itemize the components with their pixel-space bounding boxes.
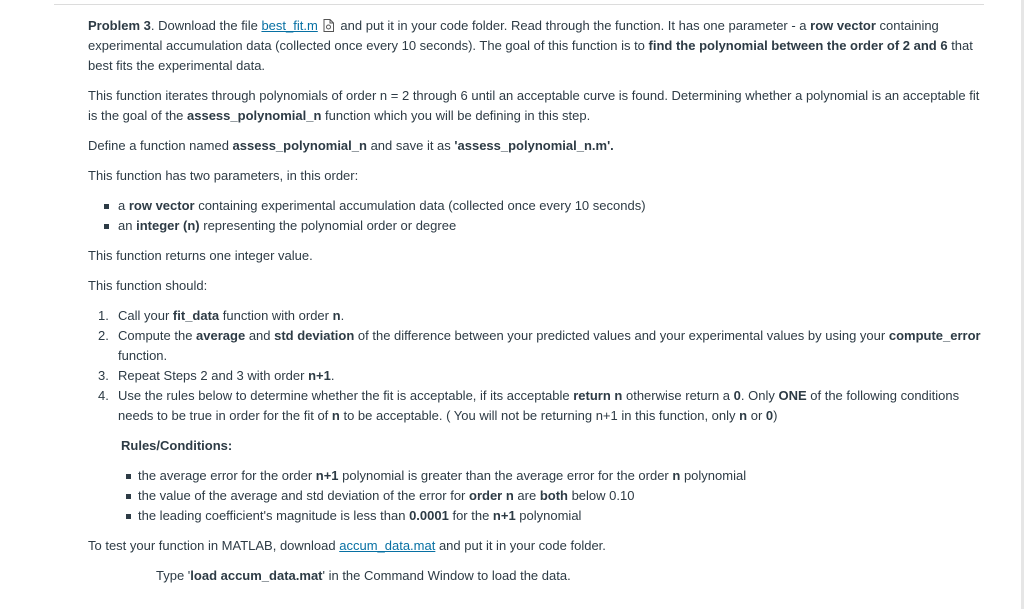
accum-data-file-link[interactable]: accum_data.mat: [339, 538, 436, 553]
test-instructions: To test your function in MATLAB, download accum_data.mat and put it in your code folder.: [88, 538, 606, 553]
list-item: the value of the average and std deviation of the error for order n are both below 0.10: [132, 486, 988, 506]
best-fit-file-link[interactable]: best_fit.m: [261, 18, 318, 33]
step-item: 3. Repeat Steps 2 and 3 with order n+1.: [98, 368, 335, 383]
define-function-paragraph: Define a function named assess_polynomial_n and save it as 'assess_polynomial_n.m'.: [88, 138, 614, 153]
problem-intro: Problem 3. Download the file best_fit.m and put it in your code folder. Read through the function. It has one parameter - a row vector containing experimental accumulation data (collected once every 10 seconds). The goal of this function is to find the polynomial between the order of 2 and 6 that best fits the experimental data.: [88, 18, 973, 73]
parameter-list: [88, 196, 988, 236]
file-preview-icon[interactable]: [323, 19, 334, 32]
top-divider: [54, 4, 984, 5]
rules-heading: Rules/Conditions:: [121, 438, 233, 453]
problem-label: Problem 3: [88, 18, 151, 33]
step-item: 2. Compute the average and std deviation of the difference between your predicted values and your experimental values by using your compute_error function.: [98, 328, 981, 363]
returns-paragraph: This function returns one integer value.: [88, 248, 313, 263]
should-heading: This function should:: [88, 278, 208, 293]
list-item: a row vector containing experimental accumulation data (collected once every 10 seconds): [110, 196, 988, 216]
parameters-heading: This function has two parameters, in this order:: [88, 168, 359, 183]
step-item: 1. Call your fit_data function with order n.: [98, 308, 345, 323]
load-instructions: Type 'load accum_data.mat' in the Command Window to load the data.: [156, 568, 571, 583]
step-item: 4. Use the rules below to determine whether the fit is acceptable, if its acceptable return n otherwise return a 0. Only ONE of the following conditions needs to be true in order for the fit of n to be acceptable. ( You will not be returning n+1 in this function, only n or 0): [98, 388, 960, 423]
list-item: the leading coefficient's magnitude is less than 0.0001 for the n+1 polynomial: [132, 506, 988, 526]
list-item: an integer (n) representing the polynomial order or degree: [110, 216, 988, 236]
rules-list: [88, 466, 988, 526]
assignment-content: [88, 16, 988, 596]
steps-list: [88, 306, 988, 426]
list-item: the average error for the order n+1 polynomial is greater than the average error for the order n polynomial: [132, 466, 988, 486]
iteration-paragraph: This function iterates through polynomials of order n = 2 through 6 until an acceptable curve is found. Determining whether a polynomial is an acceptable fit is the goal of the assess_polynomial_n function which you will be defining in this step.: [88, 88, 980, 123]
